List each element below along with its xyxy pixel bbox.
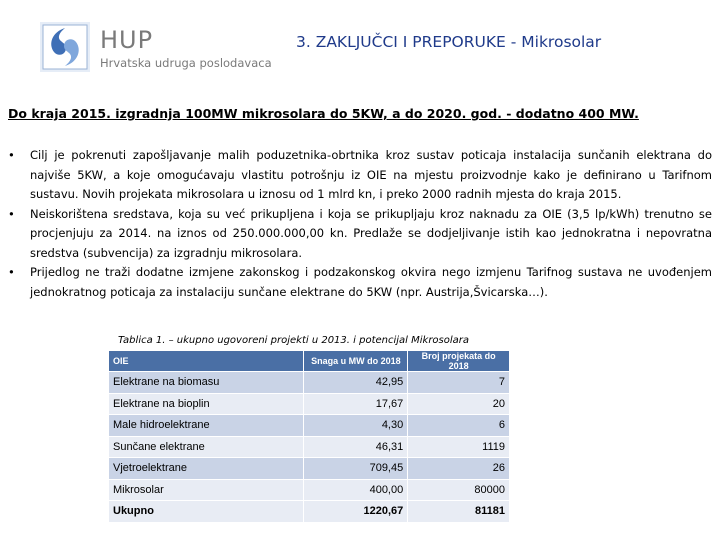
table-caption: Tablica 1. – ukupno ugovoreni projekti u 2013. i potencijal Mikrosolara bbox=[118, 335, 470, 346]
table-cell: 1119 bbox=[408, 436, 510, 458]
hup-logo-icon bbox=[40, 22, 90, 72]
table-cell: Vjetroelektrane bbox=[109, 458, 304, 480]
table-cell: Male hidroelektrane bbox=[109, 415, 304, 437]
bullet-item: • Prijedlog ne traži dodatne izmjene zakonskog i podzakonskog okvira nego izmjenu Tarifnog sustava ne uvođenjem jednokratnog poticaja za instalaciju sunčane elektrane do 5KW (npr. Austrija,Švicarska…). bbox=[8, 263, 712, 302]
table-cell: 46,31 bbox=[304, 436, 408, 458]
table-header-row bbox=[109, 351, 510, 372]
table-cell: 17,67 bbox=[304, 393, 408, 415]
table-cell: Elektrane na bioplin bbox=[109, 393, 304, 415]
table-cell: 26 bbox=[408, 458, 510, 480]
table-cell: 42,95 bbox=[304, 372, 408, 394]
table-cell: Elektrane na biomasu bbox=[109, 372, 304, 394]
table-row bbox=[109, 458, 510, 480]
slide-title: 3. ZAKLJUČCI I PREPORUKE - Mikrosolar bbox=[296, 33, 602, 51]
table-cell: 709,45 bbox=[304, 458, 408, 480]
hup-logo bbox=[40, 22, 272, 78]
data-table bbox=[108, 350, 510, 523]
table-cell: 80000 bbox=[408, 479, 510, 501]
bullet-item: • Cilj je pokrenuti zapošljavanje malih poduzetnika-obrtnika kroz sustav poticaja instalacija sunčanih elektrana do najviše 5KW, a koje omogućavaju vlastitu potrošnju iz OIE na mjestu proizvodnje kako je definirano u Tarifnom sustavu. Novih projekata mikrosolara u iznosu od 1 mlrd kn, i preko 2000 radnih mjesta do kraja 2015. bbox=[8, 146, 712, 205]
table-total-row bbox=[109, 501, 510, 523]
logo-name: HUP bbox=[100, 26, 154, 54]
table-cell: 400,00 bbox=[304, 479, 408, 501]
table-cell: 81181 bbox=[408, 501, 510, 523]
table-row bbox=[109, 436, 510, 458]
table-cell: 6 bbox=[408, 415, 510, 437]
column-header: Snaga u MW do 2018 bbox=[304, 351, 408, 372]
column-header: OIE bbox=[109, 351, 304, 372]
bullet-item: • Neiskorištena sredstava, koja su već prikupljena i koja se prikupljaju kroz naknadu za OIE (3,5 lp/kWh) trenutno se procjenjuju za 2014. na iznos od 250.000.000,00 kn. Predlaže se dodjeljivanje istih kao jednokratna i nepovratna sredstva (subvencija) za izgradnju mikrosolara. bbox=[8, 205, 712, 264]
table-cell: 7 bbox=[408, 372, 510, 394]
table-cell: 4,30 bbox=[304, 415, 408, 437]
table-row bbox=[109, 393, 510, 415]
table-row bbox=[109, 415, 510, 437]
headline: Do kraja 2015. izgradnja 100MW mikrosolara do 5KW, a do 2020. god. - dodatno 400 MW. bbox=[8, 106, 639, 121]
table-row bbox=[109, 372, 510, 394]
logo-subtitle: Hrvatska udruga poslodavaca bbox=[100, 56, 272, 70]
table-cell: 1220,67 bbox=[304, 501, 408, 523]
bullet-list bbox=[8, 146, 712, 302]
table-row bbox=[109, 479, 510, 501]
column-header: Broj projekata do 2018 bbox=[408, 351, 510, 372]
table-cell: 20 bbox=[408, 393, 510, 415]
table-cell: Ukupno bbox=[109, 501, 304, 523]
table-cell: Mikrosolar bbox=[109, 479, 304, 501]
table-cell: Sunčane elektrane bbox=[109, 436, 304, 458]
